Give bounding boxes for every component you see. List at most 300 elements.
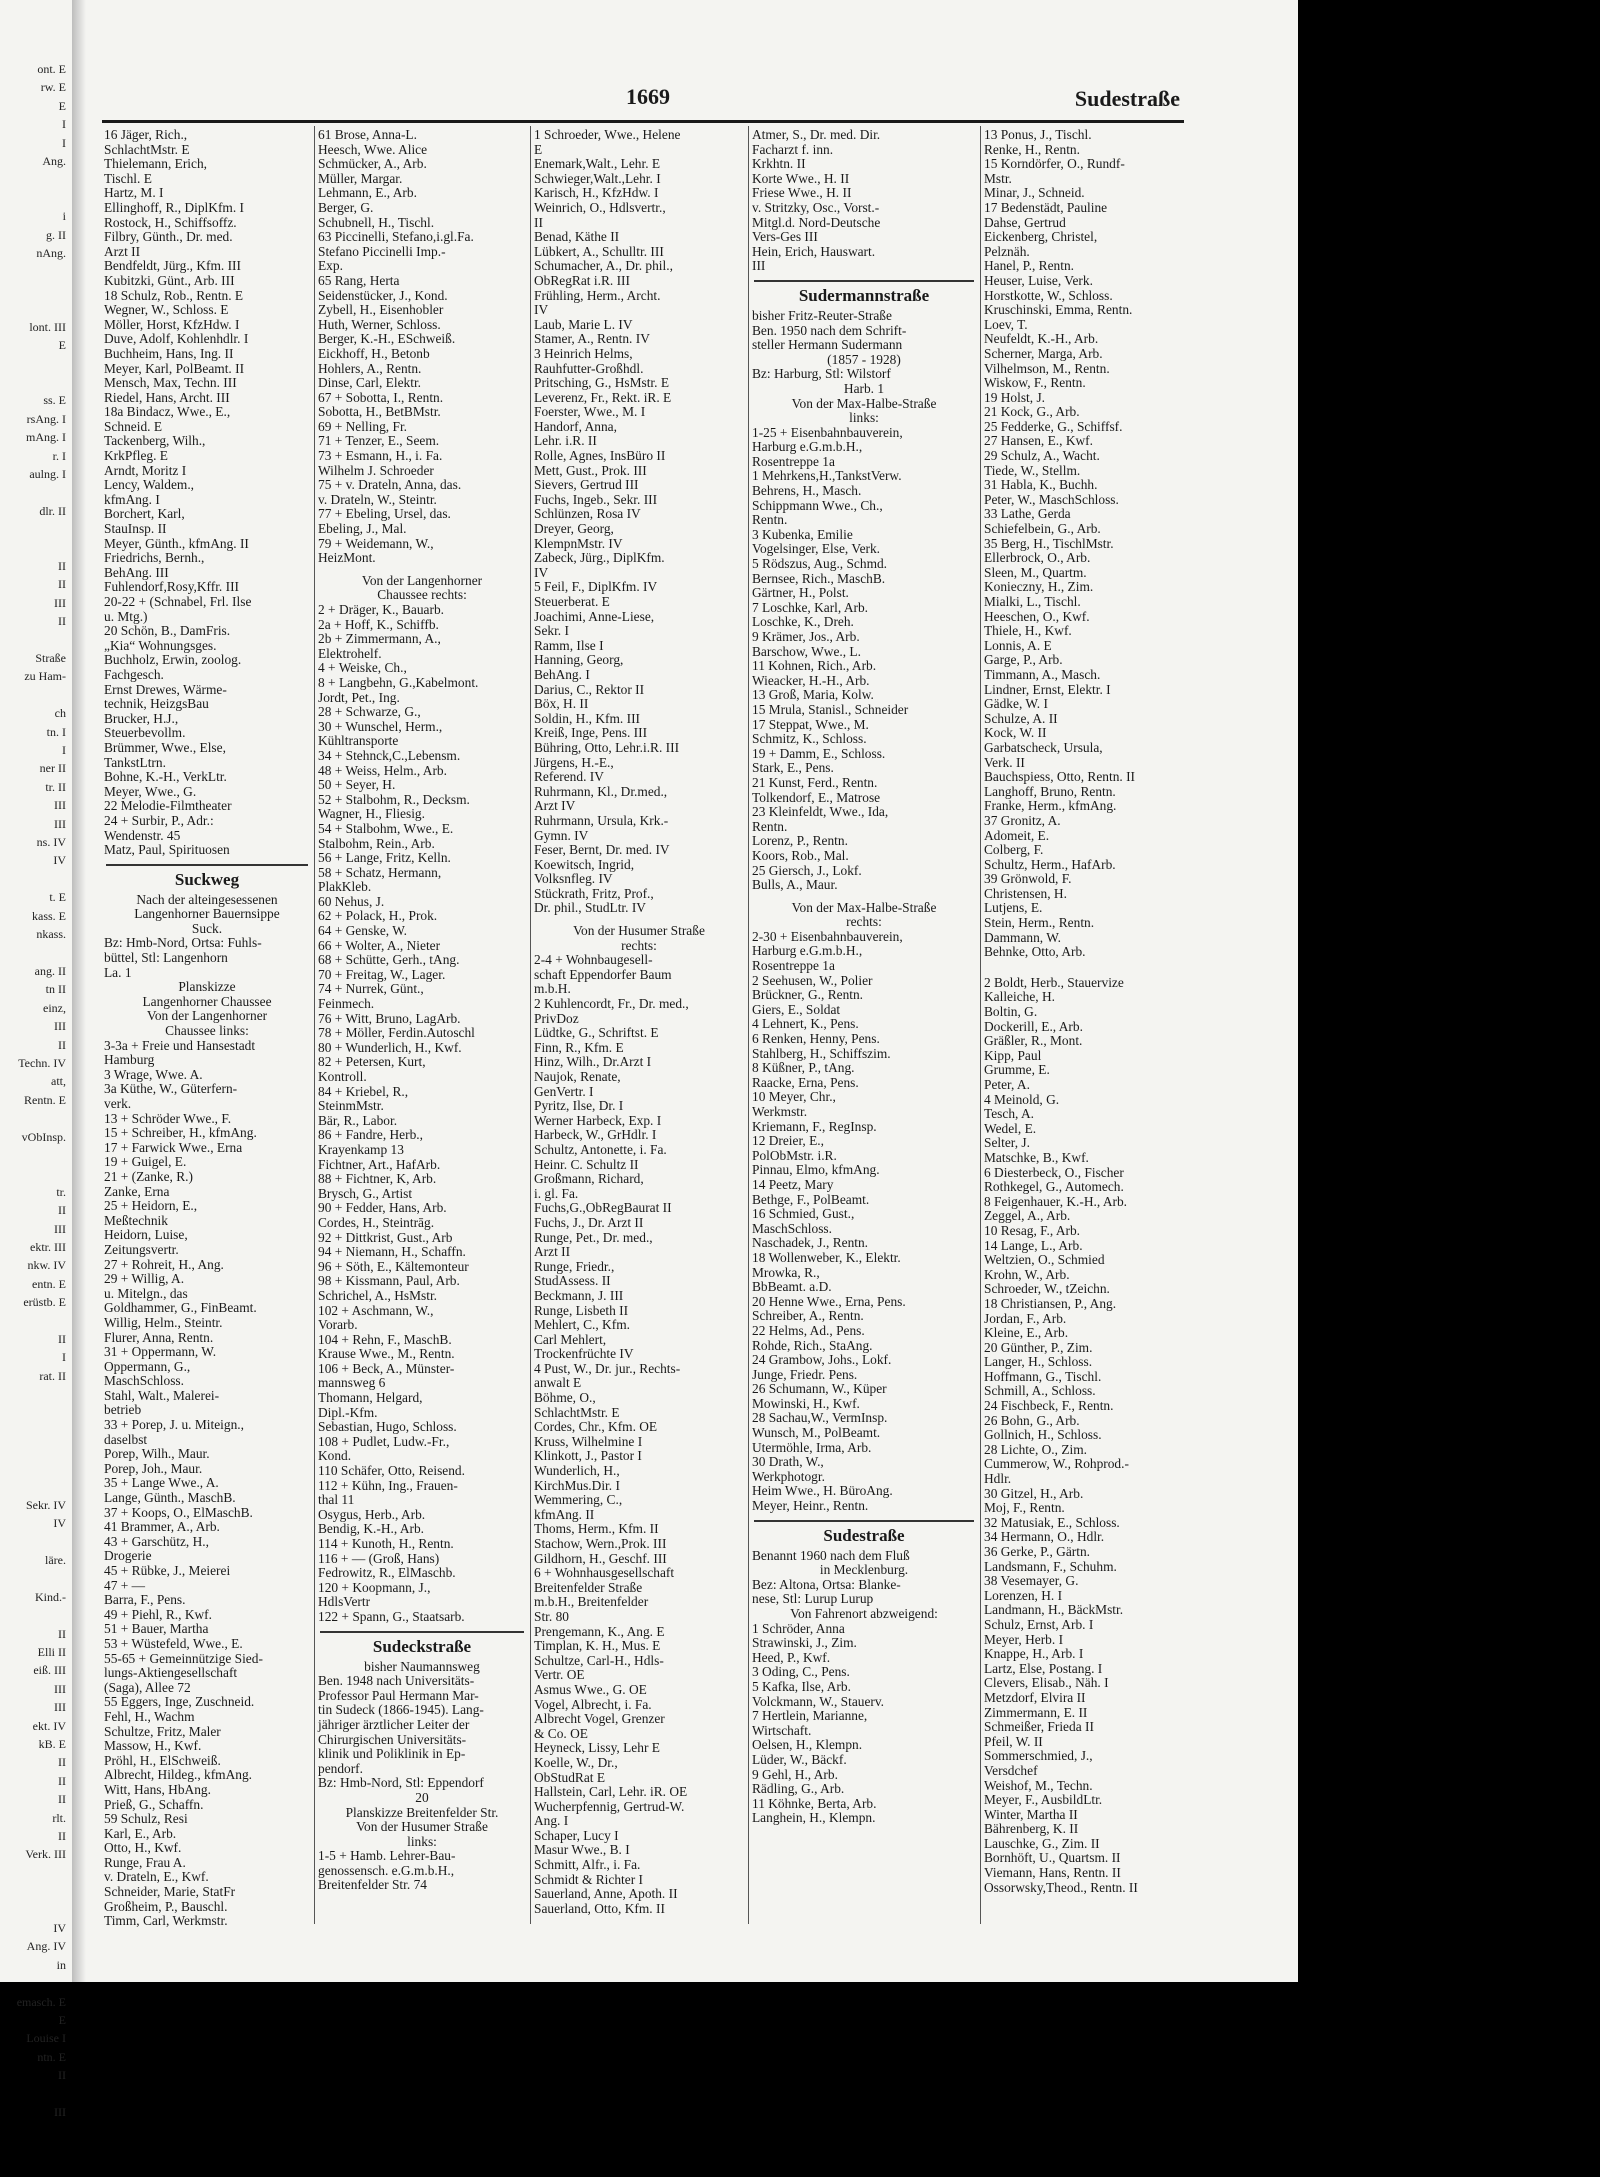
directory-entry: Krohn, W., Arb.: [984, 1266, 1070, 1282]
previous-page-fragment: läre.: [45, 1552, 66, 1567]
directory-entry: SchlachtMstr. E: [104, 141, 190, 157]
directory-entry: KlempnMstr. IV: [534, 535, 623, 551]
previous-page-fragment: lont. III: [29, 319, 66, 334]
column-divider: [980, 126, 981, 1924]
gutter-shadow: [72, 0, 86, 1982]
directory-entry: 30 + Wunschel, Herm.,: [318, 718, 443, 734]
directory-entry: Schmeißer, Frieda II: [984, 1719, 1094, 1735]
directory-entry: 15 Korndörfer, O., Rundf-: [984, 156, 1125, 172]
directory-entry: Meyer, Herb. I: [984, 1631, 1064, 1647]
directory-entry: Kipp, Paul: [984, 1047, 1042, 1063]
directory-entry: Sauerland, Anne, Apoth. II: [534, 1886, 678, 1902]
directory-entry: Kalleiche, H.: [984, 989, 1056, 1005]
directory-entry: Willig, Helm., Steintr.: [104, 1314, 223, 1330]
directory-entry: Benad, Käthe II: [534, 229, 620, 245]
previous-page-fragment: nkw. IV: [27, 1258, 66, 1273]
directory-entry: Heinr. C. Schultz II: [534, 1156, 639, 1172]
street-heading: Sudermannstraße: [798, 285, 930, 305]
directory-entry: Oelsen, H., Klempn.: [752, 1737, 863, 1753]
directory-entry: 24 Fischbeck, F., Rentn.: [984, 1398, 1114, 1414]
previous-page-fragment: II: [58, 1792, 66, 1807]
directory-entry: Schulz, Ernst, Arb. I: [984, 1616, 1094, 1632]
directory-entry: La. 1: [104, 964, 132, 980]
directory-entry: Heidorn, Luise,: [104, 1227, 188, 1243]
previous-page-fragment: [0, 373, 72, 391]
directory-entry: Peter, W., MaschSchloss.: [984, 491, 1119, 507]
directory-entry: 58 + Schatz, Hermann,: [318, 864, 442, 880]
directory-entry: Fehl, H., Wachm: [104, 1708, 195, 1724]
directory-entry: 3-3a + Freie und Hansestadt: [104, 1037, 256, 1053]
directory-entry: 20 Henne Wwe., Erna, Pens.: [752, 1293, 906, 1309]
previous-page-fragment: II: [58, 1755, 66, 1770]
directory-entry: Moj, F., Rentn.: [984, 1500, 1065, 1516]
previous-page-fragment: [0, 1146, 72, 1164]
directory-entry: Jürgens, H.-E.,: [534, 754, 614, 770]
directory-entry: Heim Wwe., H. BüroAng.: [752, 1483, 893, 1499]
previous-page-fragment: [0, 1974, 72, 1992]
directory-entry: Winter, Martha II: [984, 1806, 1078, 1822]
directory-entry: 27 Hansen, E., Kwf.: [984, 433, 1093, 449]
previous-page-fragment: III: [54, 1681, 66, 1696]
previous-page-fragment: erüstb. E: [23, 1295, 66, 1310]
directory-entry: 102 + Aschmann, W.,: [318, 1302, 434, 1318]
directory-entry: 61 Brose, Anna-L.: [318, 127, 417, 142]
directory-entry: Witt, Hans, HbAng.: [104, 1781, 211, 1797]
previous-page-fragment: I: [62, 135, 66, 150]
directory-entry: 9 Gehl, H., Arb.: [752, 1766, 838, 1782]
directory-entry: KrkPfleg. E: [104, 448, 168, 464]
directory-entry: Schippmann Wwe., Ch.,: [752, 497, 883, 513]
directory-entry: Mehlert, C., Kfm.: [534, 1317, 630, 1333]
directory-entry: Steuerberat. E: [534, 594, 610, 609]
directory-entry: 98 + Kissmann, Paul, Arb.: [318, 1273, 460, 1289]
directory-entry: Schumacher, A., Dr. phil.,: [534, 258, 673, 274]
directory-entry: Kleine, E., Arb.: [984, 1325, 1069, 1341]
directory-entry: Stark, E., Pens.: [752, 760, 834, 776]
directory-entry: Dreyer, Georg,: [534, 521, 614, 537]
directory-entry: 17 Steppat, Wwe., M.: [752, 716, 869, 732]
directory-entry: Volksnfleg. IV: [534, 871, 613, 887]
directory-entry: 22 Melodie-Filmtheater: [104, 798, 232, 814]
directory-entry: 65 Rang, Herta: [318, 272, 400, 288]
previous-page-fragment: g. II: [46, 227, 66, 242]
directory-entry: Atmer, S., Dr. med. Dir.: [752, 127, 881, 142]
directory-entry: Schreiber, A., Rentn.: [752, 1308, 864, 1324]
directory-entry: verk.: [104, 1096, 132, 1111]
section-note: Von der Husumer Straße: [356, 1819, 488, 1835]
directory-entry: Brümmer, Wwe., Else,: [104, 739, 226, 755]
directory-entry: Kock, W. II: [984, 725, 1047, 741]
previous-page-fragment: [0, 483, 72, 501]
directory-entry: 8 Feigenhauer, K.-H., Arb.: [984, 1193, 1128, 1209]
directory-entry: SchlachtMstr. E: [534, 1404, 620, 1420]
directory-entry: Loev, T.: [984, 316, 1028, 332]
directory-entry: Krayenkamp 13: [318, 1141, 404, 1157]
directory-entry: Berger, G.: [318, 199, 374, 215]
directory-entry: Wieacker, H.-H., Arb.: [752, 672, 870, 688]
directory-entry: Ossorwsky,Theod., Rentn. II: [984, 1879, 1138, 1895]
directory-entry: Darius, C., Rektor II: [534, 681, 645, 697]
directory-entry: Chirurgischen Universitäts-: [318, 1731, 467, 1747]
previous-page-fragment: ntn. E: [37, 2049, 66, 2064]
directory-entry: 4 Meinold, G.: [984, 1091, 1060, 1107]
directory-entry: Peter, A.: [984, 1077, 1030, 1092]
header-rule: [102, 120, 1184, 123]
directory-entry: 41 Brammer, A., Arb.: [104, 1519, 220, 1535]
previous-page-fragment: III: [54, 2105, 66, 2120]
directory-entry: Cordes, Chr., Kfm. OE: [534, 1419, 658, 1435]
previous-page-fragment: [0, 1164, 72, 1182]
directory-entry: m.b.H., Breitenfelder: [534, 1594, 649, 1610]
previous-page-fragment: rat. II: [39, 1368, 66, 1383]
directory-entry: Lorenz, P., Rentn.: [752, 833, 848, 849]
directory-entry: Kruschinski, Emma, Rentn.: [984, 302, 1133, 318]
directory-entry: Riedel, Hans, Archt. III: [104, 389, 230, 405]
directory-entry: 4 Lehnert, K., Pens.: [752, 1016, 859, 1032]
directory-entry: 53 + Wüstefeld, Wwe., E.: [104, 1635, 243, 1651]
directory-entry: Wendenstr. 45: [104, 827, 181, 843]
directory-entry: Dinse, Carl, Elektr.: [318, 375, 422, 391]
directory-entry: Tolkendorf, E., Matrose: [752, 789, 881, 805]
previous-page-edge: [0, 60, 72, 2120]
directory-entry: Schmill, A., Schloss.: [984, 1383, 1096, 1399]
directory-entry: 50 + Seyer, H.: [318, 777, 396, 793]
previous-page-fragment: eiß. III: [33, 1663, 66, 1678]
directory-entry: (Saga), Allee 72: [104, 1679, 191, 1695]
directory-entry: 1 Mehrkens,H.,TankstVerw.: [752, 468, 902, 484]
directory-entry: 63 Piccinelli, Stefano,i.gl.Fa.: [318, 229, 474, 245]
directory-entry: III: [752, 258, 766, 274]
directory-entry: Böhme, O.,: [534, 1390, 596, 1406]
previous-page-fragment: E: [58, 98, 66, 113]
directory-entry: Pfeil, W. II: [984, 1733, 1043, 1749]
directory-entry: 2 Kuhlencordt, Fr., Dr. med.,: [534, 996, 689, 1012]
directory-entry: Dahse, Gertrud: [984, 214, 1066, 230]
directory-entry: 15 + Schreiber, H., kfmAng.: [104, 1125, 257, 1141]
directory-entry: 2 Seehusen, W., Polier: [752, 972, 873, 988]
directory-entry: Benannt 1960 nach dem Fluß: [752, 1547, 910, 1563]
directory-entry: Goldhammer, G., FinBeamt.: [104, 1300, 257, 1316]
column-divider: [530, 126, 531, 1924]
directory-entry: Flurer, Anna, Rentn.: [104, 1329, 214, 1345]
directory-entry: 4 + Weiske, Ch.,: [318, 660, 407, 676]
directory-entry: Vilhelmson, M., Rentn.: [984, 360, 1110, 376]
directory-entry: Boltin, G.: [984, 1004, 1038, 1020]
directory-entry: Albrecht, Hildeg., kfmAng.: [104, 1767, 253, 1783]
previous-page-fragment: [0, 299, 72, 317]
directory-entry: Schmücker, A., Arb.: [318, 156, 427, 172]
previous-page-fragment: Rentn. E: [24, 1092, 66, 1107]
directory-entry: Prieß, G., Schaffn.: [104, 1796, 204, 1812]
directory-entry: E: [534, 141, 543, 157]
directory-entry: 16 Jäger, Rich.,: [104, 127, 188, 142]
directory-entry: 66 + Wolter, A., Nieter: [318, 937, 441, 953]
previous-page-fragment: kB. E: [38, 1736, 66, 1751]
directory-entry: Heed, P., Kwf.: [752, 1649, 831, 1665]
previous-page-fragment: [0, 1404, 72, 1422]
directory-entry: Landmann, H., BäckMstr.: [984, 1602, 1124, 1618]
directory-entry: Lange, Günth., MaschB.: [104, 1490, 236, 1506]
directory-entry: KirchMus.Dir. I: [534, 1477, 620, 1493]
directory-entry: 47 + —: [104, 1577, 146, 1593]
directory-entry: Tackenberg, Wilh.,: [104, 433, 206, 449]
directory-entry: Schlünzen, Rosa IV: [534, 506, 641, 522]
directory-entry: 106 + Beck, A., Münster-: [318, 1360, 455, 1376]
directory-entry: 28 Lichte, O., Zim.: [984, 1441, 1088, 1457]
previous-page-fragment: kass. E: [32, 908, 66, 923]
directory-entry: 18 Wollenweber, K., Elektr.: [752, 1249, 901, 1265]
directory-entry: Karisch, H., KfzHdw. I: [534, 185, 659, 201]
directory-entry: 69 + Nelling, Fr.: [318, 418, 408, 434]
previous-page-fragment: in: [56, 1957, 66, 1972]
directory-entry: Pelznäh.: [984, 243, 1030, 259]
directory-entry: Breitenfelder Str. 74: [318, 1877, 427, 1893]
directory-entry: Zimmermann, E. II: [984, 1704, 1088, 1720]
previous-page-fragment: II: [58, 1037, 66, 1052]
directory-entry: Timmann, A., Masch.: [984, 666, 1101, 682]
directory-entry: 67 + Sobotta, I., Rentn.: [318, 389, 444, 405]
directory-entry: 3 Oding, C., Pens.: [752, 1664, 850, 1680]
directory-entry: Runge, Frau A.: [104, 1854, 186, 1870]
directory-entry: Rohde, Rich., StaAng.: [752, 1337, 873, 1353]
directory-entry: Ramm, Ilse I: [534, 637, 604, 653]
directory-entry: 21 Kunst, Ferd., Rentn.: [752, 774, 878, 790]
directory-entry: Huth, Werner, Schloss.: [318, 316, 441, 332]
directory-entry: Fuchs,G.,ObRegBaurat II: [534, 1200, 672, 1216]
directory-entry: GenVertr. I: [534, 1083, 594, 1099]
directory-entry: Garge, P., Arb.: [984, 652, 1063, 668]
directory-entry: Koelle, W., Dr.,: [534, 1754, 618, 1770]
section-note: (1857 - 1928): [827, 351, 901, 367]
directory-entry: 77 + Ebeling, Ursel, das.: [318, 506, 451, 522]
directory-entry: Meyer, Günth., kfmAng. II: [104, 535, 249, 551]
directory-entry: Schultze, Carl-H., Hdls-: [534, 1652, 664, 1668]
directory-entry: Strawinski, J., Zim.: [752, 1635, 857, 1651]
directory-entry: 60 Nehus, J.: [318, 893, 385, 909]
directory-entry: Arndt, Moritz I: [104, 462, 187, 478]
directory-entry: Schroeder, W., tZeichn.: [984, 1281, 1110, 1297]
directory-entry: Borchert, Karl,: [104, 506, 185, 522]
directory-entry: Mialki, L., Tischl.: [984, 594, 1081, 609]
directory-entry: Sauerland, Otto, Kfm. II: [534, 1900, 665, 1916]
directory-entry: Werkphotogr.: [752, 1468, 825, 1484]
directory-entry: 3 Kubenka, Emilie: [752, 526, 853, 542]
section-note: Planskizze Breitenfelder Str.: [345, 1804, 499, 1820]
directory-entry: Lutjens, E.: [984, 900, 1043, 916]
directory-entry: Rolle, Agnes, InsBüro II: [534, 448, 666, 464]
directory-entry: Großheim, P., Bauschl.: [104, 1898, 228, 1914]
previous-page-fragment: II: [58, 1773, 66, 1788]
directory-entry: Meßtechnik: [104, 1212, 168, 1228]
directory-entry: 79 + Weidemann, W.,: [318, 535, 434, 551]
directory-entry: Brysch, G., Artist: [318, 1185, 413, 1201]
directory-entry: Meyer, Karl, PolBeamt. II: [104, 360, 245, 376]
directory-entry: 28 + Schwarze, G.,: [318, 704, 421, 720]
section-note: Langenhorner Chaussee: [142, 993, 272, 1009]
directory-entry: Bährenberg, K. II: [984, 1821, 1079, 1837]
directory-entry: Mett, Gust., Prok. III: [534, 462, 647, 478]
directory-entry: Joachimi, Anne-Liese,: [534, 608, 655, 624]
directory-entry: Weinrich, O., Hdlsvertr.,: [534, 199, 666, 215]
directory-entry: Rädling, G., Arb.: [752, 1781, 845, 1797]
directory-entry: Brückner, G., Rentn.: [752, 987, 864, 1003]
directory-entry: Thiele, H., Kwf.: [984, 623, 1072, 639]
directory-entry: IV: [534, 302, 549, 318]
directory-entry: Bulls, A., Maur.: [752, 877, 838, 893]
directory-entry: Vogelsinger, Else, Verk.: [752, 541, 881, 557]
directory-entry: 2a + Hoff, K., Schiffb.: [318, 616, 439, 632]
directory-entry: Vogel, Albrecht, i. Fa.: [534, 1696, 652, 1712]
directory-entry: Kubitzki, Günt., Arb. III: [104, 272, 235, 288]
directory-entry: 45 + Rübke, J., Meierei: [104, 1563, 231, 1578]
directory-entry: Gräßler, R., Mont.: [984, 1033, 1083, 1049]
directory-entry: Vers-Ges III: [752, 229, 818, 245]
directory-entry: Bz: Hmb-Nord, Ortsa: Fuhls-: [104, 935, 262, 951]
section-note: Chaussee rechts:: [377, 587, 467, 603]
column-3: [534, 128, 744, 1928]
directory-entry: 62 + Polack, H., Prok.: [318, 908, 438, 924]
directory-entry: Heesch, Wwe. Alice: [318, 141, 428, 157]
directory-entry: Rosentreppe 1a: [752, 453, 835, 469]
previous-page-fragment: III: [54, 1700, 66, 1715]
section-rule: [320, 1631, 524, 1633]
directory-entry: Stein, Herm., Rentn.: [984, 915, 1095, 931]
directory-entry: 73 + Esmann, H., i. Fa.: [318, 448, 443, 464]
directory-entry: 4 Pust, W., Dr. jur., Rechts-: [534, 1360, 681, 1376]
directory-entry: Fuchs, Ingeb., Sekr. III: [534, 491, 658, 507]
directory-entry: Schwieger,Walt.,Lehr. I: [534, 170, 661, 186]
directory-entry: Fachgesch.: [104, 666, 164, 682]
directory-entry: Hdlr.: [984, 1471, 1012, 1487]
column-1: [104, 128, 310, 1928]
previous-page-fragment: II: [58, 558, 66, 573]
directory-entry: Utermöhle, Irma, Arb.: [752, 1439, 872, 1455]
directory-entry: Ebeling, J., Mal.: [318, 521, 407, 537]
directory-entry: Lüdtke, G., Schriftst. E: [534, 1025, 659, 1041]
directory-entry: 5 Kafka, Ilse, Arb.: [752, 1678, 851, 1694]
directory-entry: Müller, Margar.: [318, 170, 403, 186]
previous-page-fragment: [0, 1606, 72, 1624]
directory-entry: Bernsee, Rich., MaschB.: [752, 570, 886, 586]
directory-entry: Naujok, Renate,: [534, 1069, 621, 1084]
directory-entry: 33 + Porep, J. u. Miteign.,: [104, 1417, 244, 1433]
directory-entry: Sobotta, H., BetBMstr.: [318, 404, 441, 420]
directory-entry: Eickhoff, H., Betonb: [318, 345, 430, 361]
directory-entry: Garbatscheck, Ursula,: [984, 739, 1103, 755]
directory-entry: 31 Habla, K., Buchh.: [984, 477, 1098, 493]
directory-entry: Ruhrmann, Kl., Dr.med.,: [534, 783, 668, 799]
previous-page-fragment: [0, 1477, 72, 1495]
previous-page-fragment: E: [58, 2013, 66, 2028]
directory-entry: Langhoff, Bruno, Rentn.: [984, 783, 1116, 799]
directory-entry: Lehmann, E., Arb.: [318, 185, 417, 201]
directory-entry: Thoms, Herm., Kfm. II: [534, 1521, 659, 1537]
directory-entry: Filbry, Günth., Dr. med.: [104, 229, 233, 245]
previous-page-fragment: Straße: [35, 651, 66, 665]
directory-entry: Selter, J.: [984, 1135, 1030, 1151]
directory-entry: 21 Kock, G., Arb.: [984, 404, 1080, 420]
directory-entry: Rentn.: [752, 512, 788, 528]
directory-entry: Porep, Joh., Maur.: [104, 1460, 203, 1476]
directory-entry: Gädke, W. I: [984, 696, 1048, 712]
directory-entry: 21 + (Zanke, R.): [104, 1168, 193, 1184]
previous-page-fragment: nkass.: [36, 927, 66, 942]
directory-entry: Wiskow, F., Rentn.: [984, 375, 1086, 391]
previous-page-fragment: [0, 1533, 72, 1551]
directory-entry: 37 + Koops, O., ElMaschB.: [104, 1504, 253, 1520]
directory-entry: BehAng. III: [104, 564, 169, 580]
directory-entry: Wilhelm J. Schroeder: [318, 462, 434, 478]
directory-entry: 6 Renken, Henny, Pens.: [752, 1031, 880, 1047]
directory-entry: Wunderlich, H.,: [534, 1463, 620, 1479]
directory-entry: daselbst: [104, 1431, 148, 1447]
directory-entry: Bethge, F., PolBeamt.: [752, 1191, 870, 1207]
previous-page-fragment: Elli II: [37, 1644, 66, 1659]
previous-page-fragment: i: [62, 209, 66, 224]
directory-entry: Wunsch, M., PolBeamt.: [752, 1425, 881, 1441]
directory-entry: Sievers, Gertrud III: [534, 477, 639, 493]
directory-entry: Thielemann, Erich,: [104, 156, 207, 172]
directory-entry: Barschow, Wwe., L.: [752, 643, 861, 659]
directory-entry: Landsmann, F., Schuhm.: [984, 1558, 1117, 1574]
directory-entry: 55 Eggers, Inge, Zuschneid.: [104, 1694, 255, 1710]
directory-entry: Schiefelbein, G., Arb.: [984, 521, 1101, 537]
street-heading: Sudestraße: [823, 1525, 905, 1545]
directory-entry: Finn, R., Kfm. E: [534, 1039, 624, 1055]
directory-entry: Lartz, Else, Postang. I: [984, 1660, 1103, 1676]
directory-entry: Zanke, Erna: [104, 1183, 170, 1199]
directory-entry: 5 Feil, F., DiplKfm. IV: [534, 579, 658, 595]
directory-entry: Hoffmann, G., Tischl.: [984, 1368, 1102, 1384]
directory-entry: Franke, Herm., kfmAng.: [984, 798, 1117, 814]
directory-entry: 5 Rödszus, Aug., Schmd.: [752, 556, 888, 572]
directory-entry: 9 Krämer, Jos., Arb.: [752, 629, 860, 644]
directory-entry: Stalbohm, Rein., Arb.: [318, 835, 435, 851]
directory-entry: Verk. II: [984, 754, 1025, 770]
directory-entry: SteinmMstr.: [318, 1098, 384, 1114]
previous-page-fragment: Louise I: [26, 2031, 66, 2046]
directory-entry: Wagner, H., Fliesig.: [318, 806, 425, 822]
directory-entry: Heyneck, Lissy, Lehr E: [534, 1740, 660, 1756]
directory-entry: Rentn.: [752, 818, 788, 834]
directory-entry: Harbeck, W., GrHdlr. I: [534, 1127, 657, 1143]
previous-page-fragment: III: [54, 1019, 66, 1034]
directory-entry: Rothkegel, G., Automech.: [984, 1179, 1124, 1195]
directory-entry: Scherner, Marga, Arb.: [984, 345, 1103, 361]
directory-entry: 76 + Witt, Bruno, LagArb.: [318, 1010, 461, 1026]
directory-entry: 2b + Zimmermann, A.,: [318, 631, 441, 647]
previous-page-fragment: [0, 1864, 72, 1882]
directory-entry: Professor Paul Hermann Mar-: [318, 1687, 479, 1703]
directory-entry: klinik und Poliklinik in Ep-: [318, 1746, 466, 1762]
previous-page-fragment: [0, 1312, 72, 1330]
previous-page-fragment: tr. II: [45, 779, 66, 794]
page-header: [96, 82, 1180, 122]
directory-entry: 11 Kohnen, Rich., Arb.: [752, 658, 877, 674]
previous-page-fragment: dlr. II: [39, 503, 66, 518]
directory-entry: 19 + Damm, E., Schloss.: [752, 745, 886, 761]
directory-entry: Möller, Horst, KfzHdw. I: [104, 316, 240, 332]
directory-entry: 3 Heinrich Helms,: [534, 345, 633, 361]
section-note: in Mecklenburg.: [819, 1562, 909, 1578]
directory-entry: MaschSchloss.: [104, 1373, 184, 1389]
street-heading: Sudeckstraße: [372, 1636, 472, 1656]
directory-entry: 37 Gronitz, A.: [984, 812, 1061, 828]
column-2: [318, 128, 526, 1928]
directory-entry: Stefano Piccinelli Imp.-: [318, 243, 446, 259]
directory-entry: Hamburg: [104, 1052, 155, 1068]
directory-entry: Pritsching, G., HsMstr. E: [534, 375, 670, 391]
